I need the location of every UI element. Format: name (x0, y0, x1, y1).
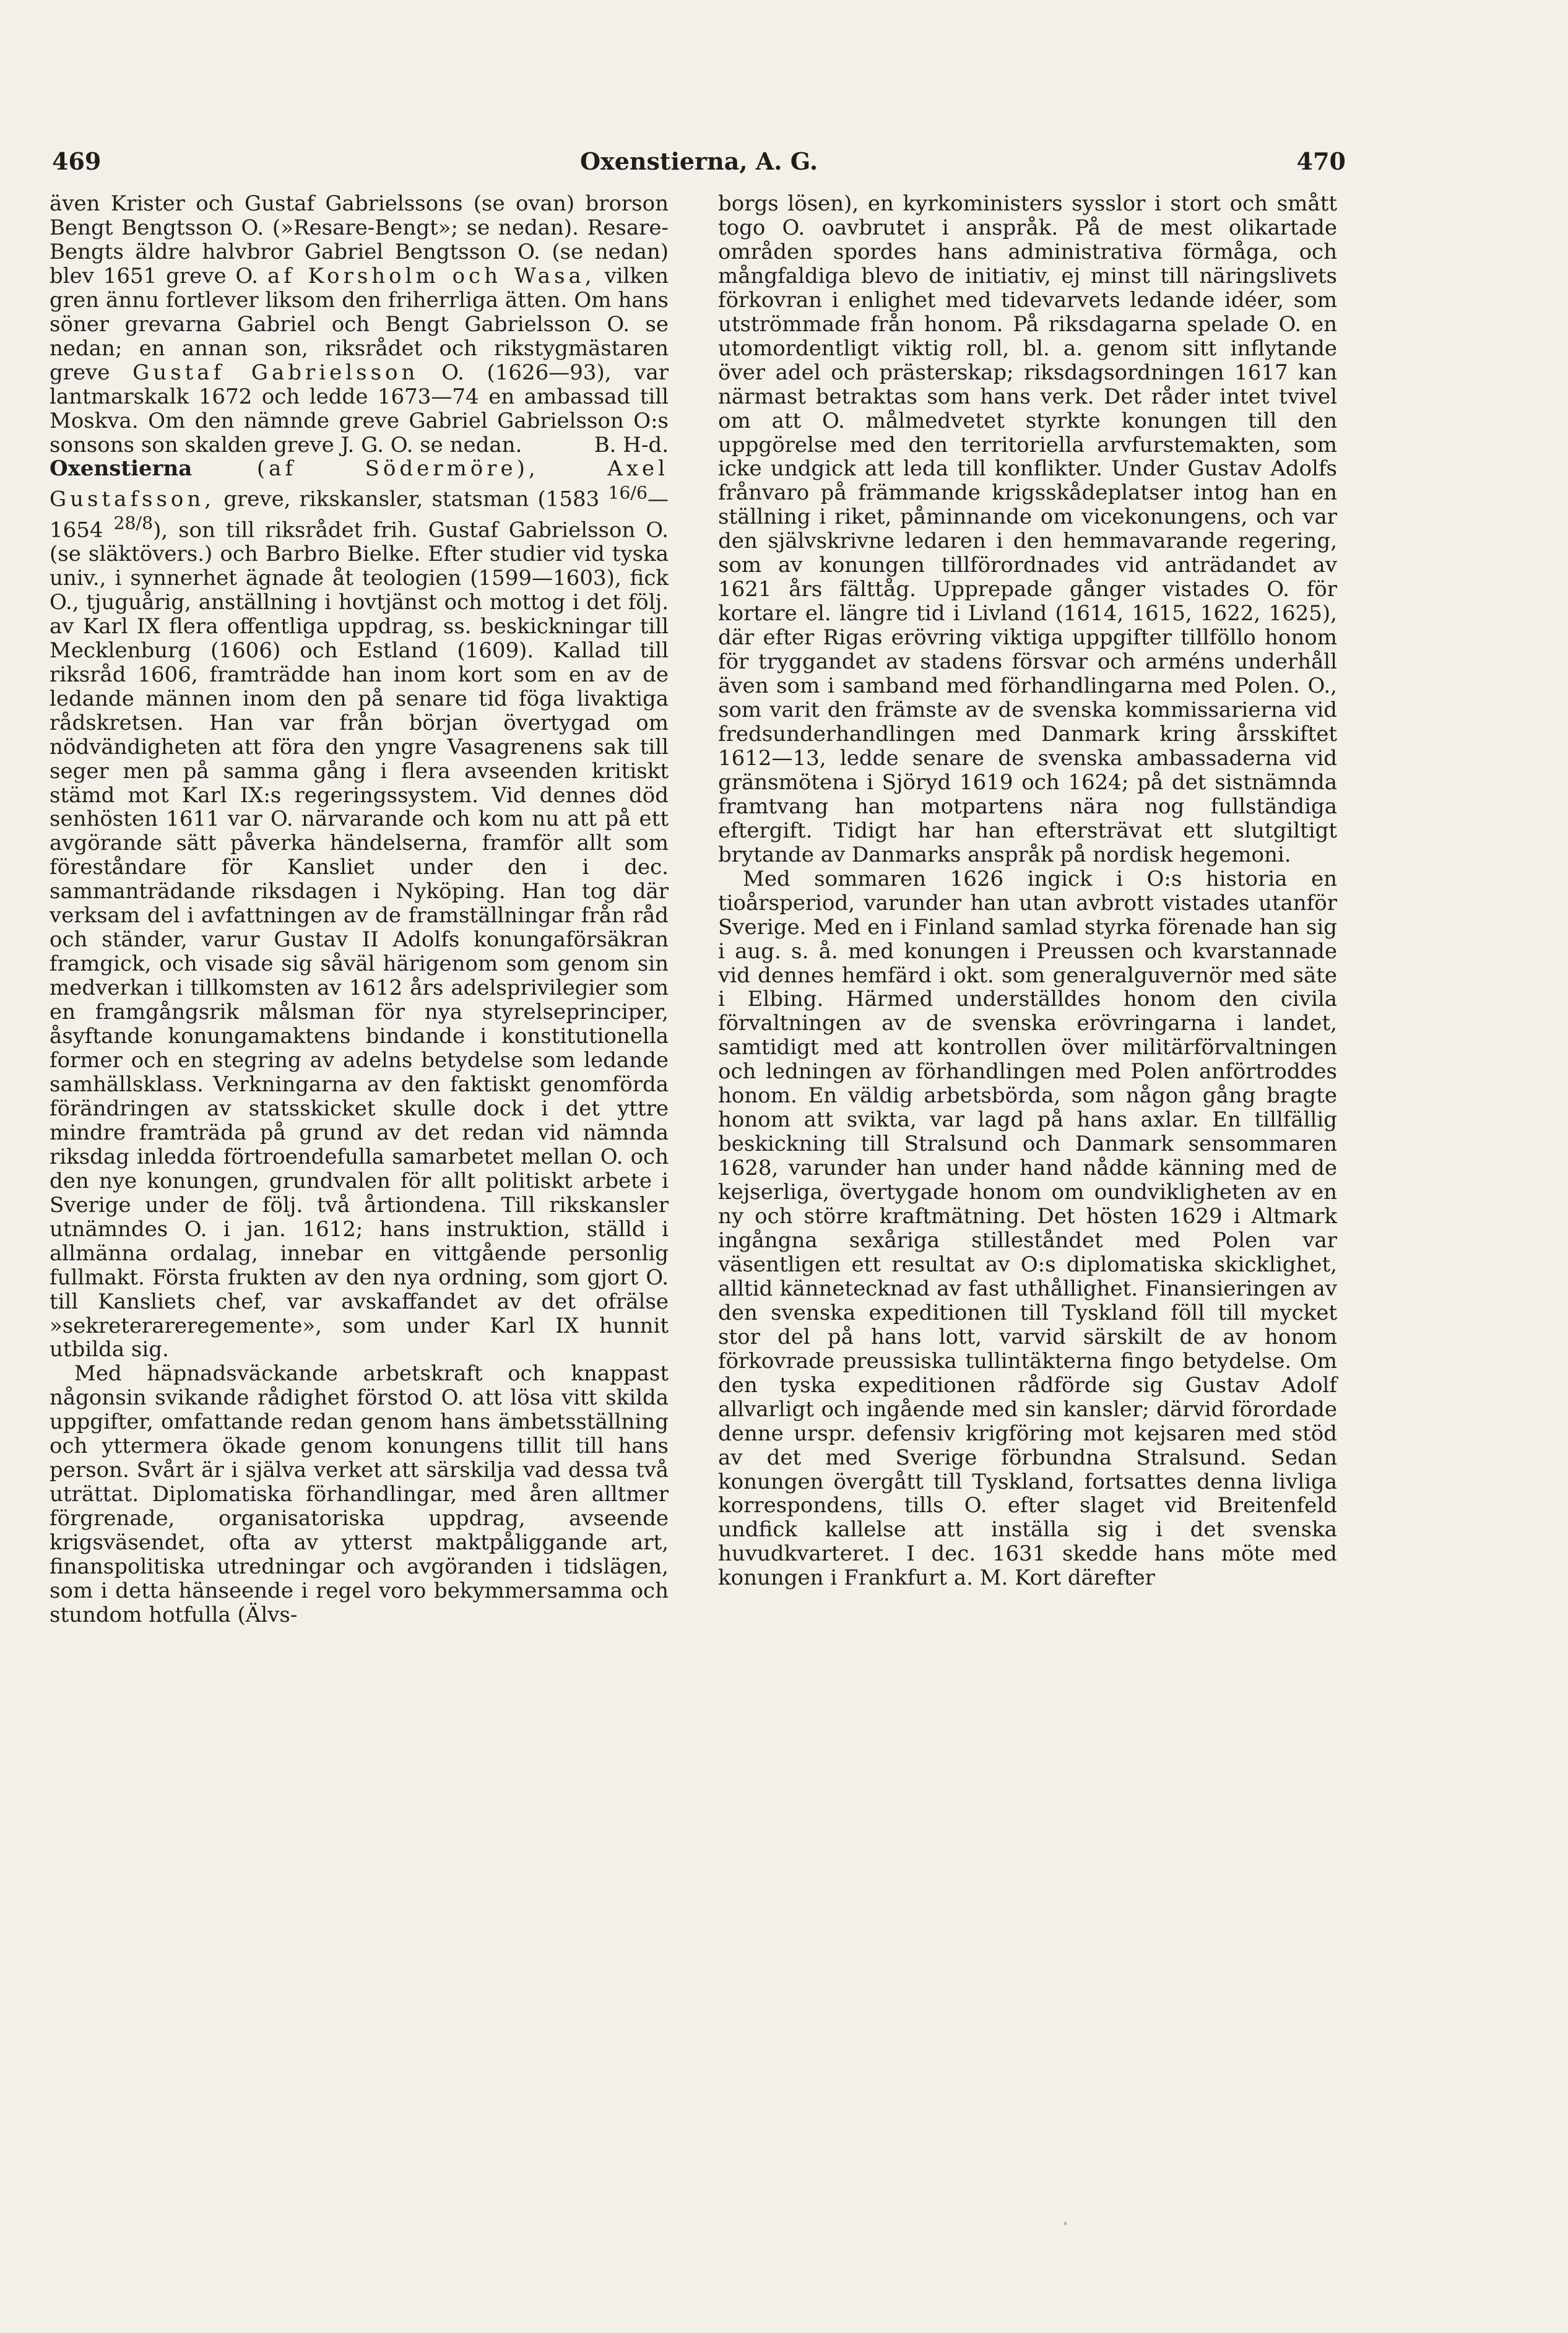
left-column (50, 192, 669, 1627)
paragraph-body: borgs lösen), en kyrkoministers sysslor i stort och smått togo O. oavbrutet i anspråk. På de mest olikartade områden spordes hans administrativa förmåga, och mångfaldiga blevo de initiativ, ej minst till näringslivets förkovran i enlighet med tidevarvets ledande idéer, som utströmmade från honom. På riksdagarna spelade O. en utomordentligt viktig roll, bl. a. genom sitt inflytande över adel och prästerskap; riksdagsordningen 1617 kan närmast betraktas som hans verk. Det råder intet tvivel om att O. målmedvetet styrkte konungen till den uppgörelse med den territoriella arvfurstemakten, som icke undgick att leda till konflikter. Under Gustav Adolfs frånvaro på främmande krigsskådeplatser intog han en ställning i riket, påminnande om vicekonungens, och var den självskrivne ledaren i den hemmavarande regering, som av konungen tillförordnades vid anträdandet av 1621 års fälttåg. Upprepade gånger vistades O. för kortare el. längre tid i Livland (1614, 1615, 1622, 1625), där efter Rigas erövring viktiga uppgifter tillföllo honom för tryggandet av stadens försvar och arméns underhåll även som i samband med förhandlingarna med Polen. O., som varit den främste av de svenska kommissarierna vid fredsunderhandlingen med Danmark kring årsskiftet 1612—13, ledde senare de svenska ambassaderna vid gränsmötena i Sjöryd 1619 och 1624; på det sistnämnda framtvang han motpartens nära nog fullständiga eftergift. Tidigt har han eftersträvat ett slutgiltigt brytande av Danmarks anspråk på nordisk hegemoni. (718, 191, 1337, 867)
author-signature: B. H-d. (594, 432, 669, 457)
paper-speck (1064, 2222, 1067, 2225)
page-number-left: 469 (52, 147, 102, 175)
right-column (718, 192, 1337, 1590)
page-number-right: 470 (1296, 147, 1346, 175)
spaced-name-korsholm: af Korsholm och Wasa, (267, 263, 596, 288)
spaced-name-gustaf: Gustaf Gabrielsson (132, 360, 419, 385)
paragraph-entry-start: Oxenstierna (af Södermöre), Axel Gustafsson, greve, rikskansler, statsman (1583 $^{16/6}$—1654 $^{28/8}$), son till riksrådet frih. Gustaf Gabrielsson O. (se släktövers.) och Barbro Bielke. Efter studier vid tyska univ., i synnerhet ägnade åt teologien (1599—1603), fick O., tjuguårig, anställning i hovtjänst och mottog i det följ. av Karl IX flera offentliga uppdrag, ss. beskickningar till Mecklenburg (1606) och Estland (1609). Kallad till riksråd 1606, framträdde han inom kort som en av de ledande männen inom den på senare tid föga livaktiga rådskretsen. Han var från början övertygad om nödvändigheten att föra den yngre Vasagrenens sak till seger men på samma gång i flera avseenden kritiskt stämd mot Karl IX:s regeringssystem. Vid dennes död senhösten 1611 var O. närvarande och kom nu att på ett avgörande sätt påverka händelserna, framför allt som föreståndare för Kansliet under den i dec. sammanträdande riksdagen i Nyköping. Han tog där verksam del i avfattningen av de framställningar från råd och ständer, varur Gustav II Adolfs konungaförsäkran framgick, och visade sig såväl härigenom som genom sin medverkan i tillkomsten av 1612 års adelsprivilegier som en framgångsrik målsman för nya styrelseprinciper, åsyftande konungamaktens bindande i konstitutionella former och en stegring av adelns betydelse som ledande samhällsklass. Verkningarna av den faktiskt genomförda förändringen av statsskicket skulle dock i det yttre mindre framträda på grund av det redan vid nämnda riksdag inledda förtroendefulla samarbetet mellan O. och den nye konungen, grundvalen för allt politiskt arbete i Sverige under de följ. två årtiondena. Till rikskansler utnämndes O. i jan. 1612; hans instruktion, ställd i allmänna ordalag, innebar en vittgående personlig fullmakt. Första frukten av den nya ordning, som gjort O. till Kansliets chef, var avskaffandet av det ofrälse »sekreterareregemente», som under Karl IX hunnit utbilda sig. (50, 456, 669, 1362)
paragraph-family-note: även Krister och Gustaf Gabrielssons (se ovan) brorson Bengt Bengtsson O. (»Resare-Bengt»; se nedan). Resare-Bengts äldre halvbror Gabriel Bengtsson O. (se nedan) blev 1651 greve O. af Korsholm och Wasa, vilken gren ännu fortlever liksom den friherrliga ätten. Om hans söner grevarna Gabriel och Bengt Gabrielsson O. se nedan; en annan son, riksrådet och rikstygmästaren greve Gustaf Gabrielsson O. (1626—93), var lantmarskalk 1672 och ledde 1673—74 en ambassad till Moskva. Om den nämnde greve Gabriel Gabrielsson O:s sonsons son skalden greve J. G. O. se nedan. B. H-d. (50, 191, 669, 457)
paragraph-body: Med häpnadsväckande arbetskraft och knappast någonsin svikande rådighet förstod O. att lösa vitt skilda uppgifter, omfattande redan genom hans ämbetsställning och yttermera ökade genom konungens tillit till hans person. Svårt är i själva verket att särskilja vad dessa två uträttat. Diplomatiska förhandlingar, med åren alltmer förgrenade, organisatoriska uppdrag, avseende krigsväsendet, ofta av ytterst maktpåliggande art, finanspolitiska utredningar och avgöranden i tidslägen, som i detta hänseende i regel voro bekymmersamma och stundom hotfulla (Älvs- (50, 1361, 669, 1627)
entry-headword: Oxenstierna (50, 456, 193, 482)
death-date: 28/8 (113, 513, 154, 534)
paragraph-body: Med sommaren 1626 ingick i O:s historia en tioårsperiod, varunder han utan avbrott vistades utanför Sverige. Med en i Finland samlad styrka förenade han sig i aug. s. å. med konungen i Preussen och kvarstannade vid dennes hemfärd i okt. som generalguvernör med säte i Elbing. Härmed underställdes honom den civila förvaltningen av de svenska erövringarna i landet, samtidigt med att kontrollen över militärförvaltningen och ledningen av förhandlingen med Polen anförtroddes honom. En väldig arbetsbörda, som någon gång bragte honom att svikta, var lagd på hans axlar. En tillfällig beskickning till Stralsund och Danmark sensommaren 1628, varunder han under hand nådde känning med de kejserliga, övertygade honom om oundvikligheten av en ny och större kraftmätning. Det hösten 1629 i Altmark ingångna sexåriga stilleståndet med Polen var väsentligen ett resultat av O:s diplomatiska skicklighet, alltid kännetecknad av fast uthållighet. Finansieringen av den svenska expeditionen till Tyskland föll till mycket stor del på hans lott, varvid särskilt de av honom förkovrade preussiska tullintäkterna fingo betydelse. Om den tyska expeditionen rådförde sig Gustav Adolf allvarligt och ingående med sin kansler; därvid förordade denne urspr. defensiv krigföring mot kejsaren med stöd av det med Sverige förbundna Stralsund. Sedan konungen övergått till Tyskland, fortsattes denna livliga korrespondens, tills O. efter slaget vid Breitenfeld undfick kallelse att inställa sig i det svenska huvudkvarteret. I dec. 1631 skedde hans möte med konungen i Frankfurt a. M. Kort därefter (718, 866, 1337, 1591)
birth-date: 16/6 (608, 482, 648, 503)
spaced-entry-name: (af Södermöre), Axel Gustafsson, (50, 456, 669, 512)
running-header (52, 147, 1346, 184)
running-title: Oxenstierna, A. G. (579, 147, 818, 175)
